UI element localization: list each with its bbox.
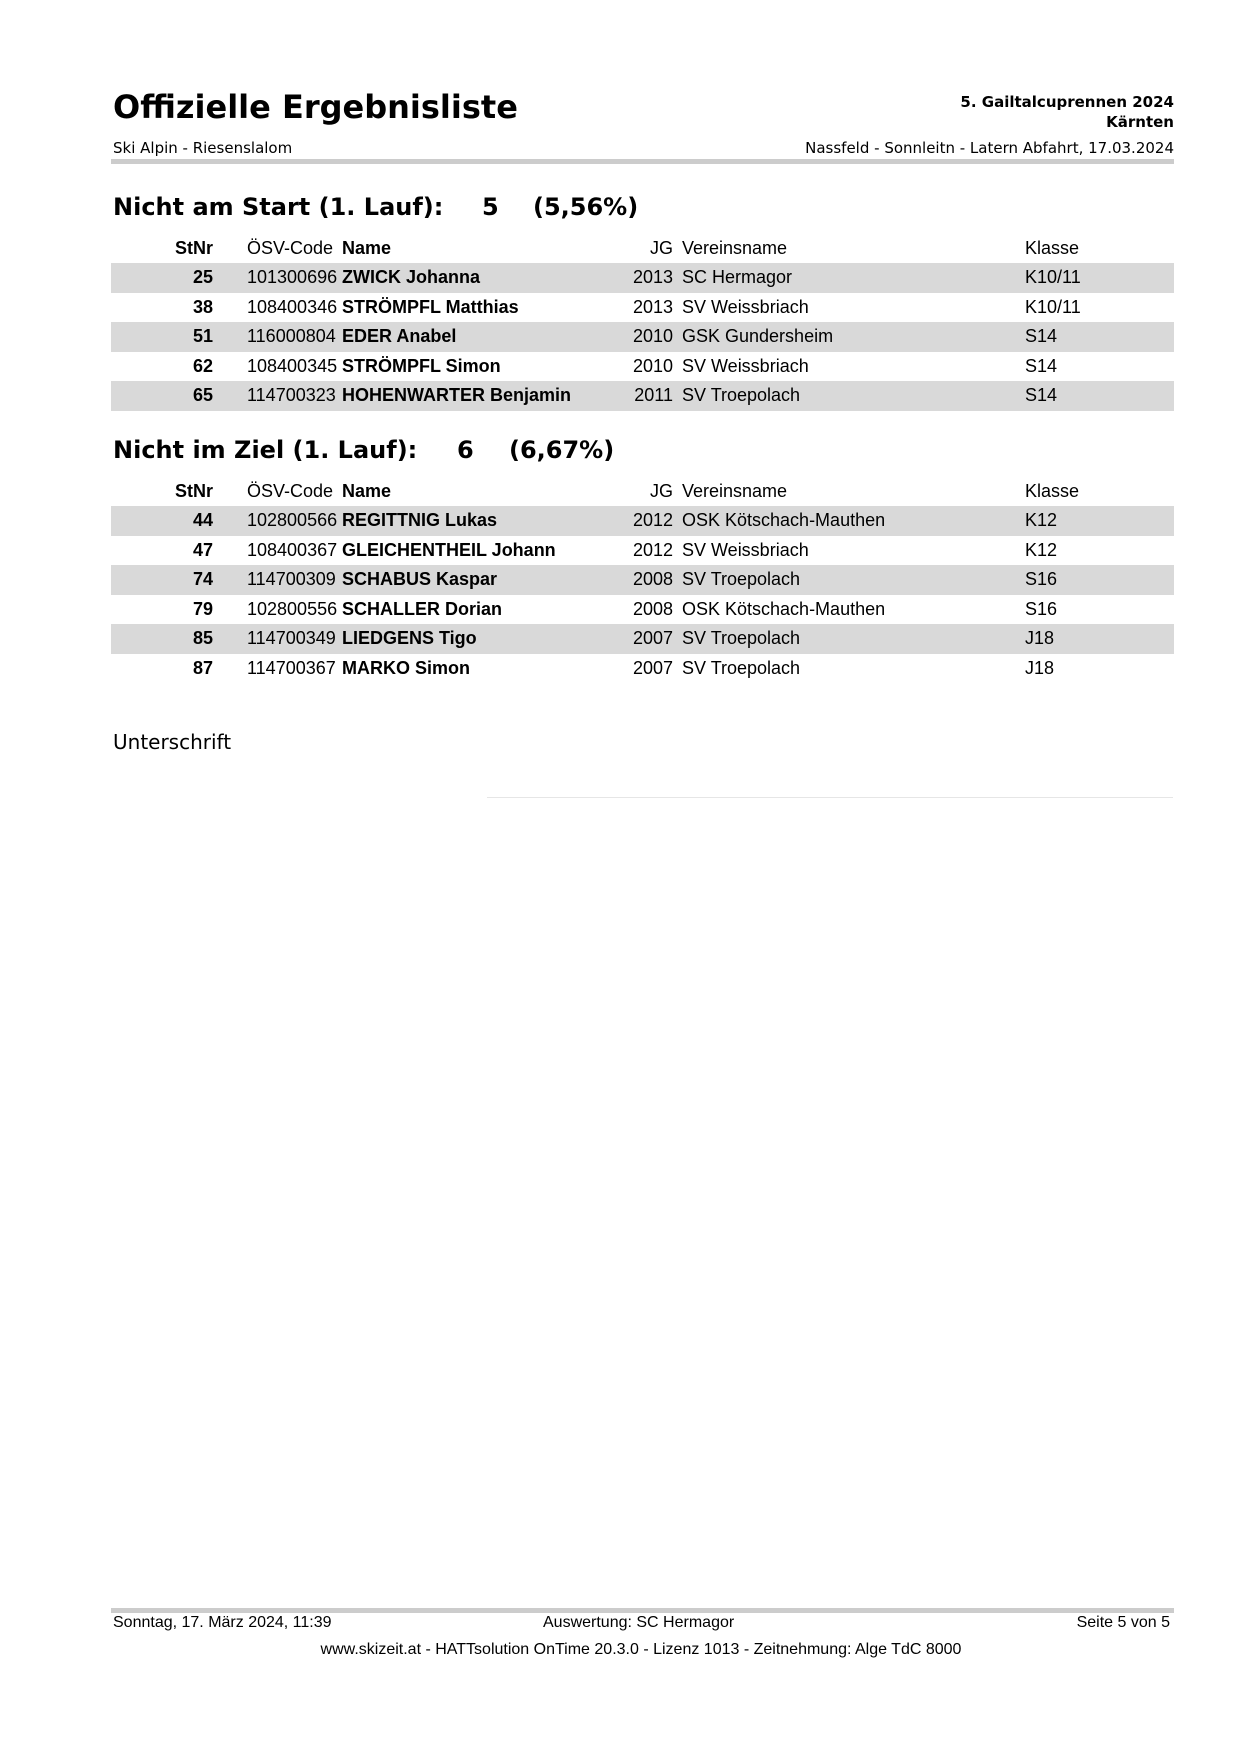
footer-credits: www.skizeit.at - HATTsolution OnTime 20.3.0 - Lizenz 1013 - Zeitnehmung: Alge TdC 8000 [320,1641,962,1658]
cell-klasse: K12 [1025,510,1058,530]
cell-stnr: 79 [192,598,213,619]
cell-code: 114700349 [247,628,336,648]
cell-klasse: S16 [1025,598,1058,619]
cell-verein: GSK Gundersheim [682,326,834,346]
col-header-jg: JG [649,481,673,501]
cell-klasse: K12 [1025,539,1058,560]
signature-line [487,797,1173,798]
discipline-subtitle: Ski Alpin - Riesenslalom [113,139,293,157]
cell-klasse: J18 [1025,628,1055,648]
cell-name: REGITTNIG Lukas [342,510,498,530]
footer-page-number: Seite 5 von 5 [1076,1614,1170,1631]
cell-code: 108400346 [247,296,338,317]
table-row [111,352,1174,382]
cell-stnr: 87 [192,657,213,678]
col-header-klasse: Klasse [1025,238,1080,258]
dnf-table [111,477,1174,683]
footer-datetime: Sonntag, 17. März 2024, 11:39 [113,1614,332,1631]
col-header-jg: JG [649,238,673,258]
cell-code: 114700367 [247,657,336,678]
cell-stnr: 38 [192,296,213,317]
venue-date: Nassfeld - Sonnleitn - Latern Abfahrt, 17.03.2024 [805,139,1174,157]
table-row [111,536,1174,566]
cell-stnr: 62 [192,355,213,376]
cell-jg: 2013 [632,296,673,317]
page-title: Offizielle Ergebnisliste [113,88,518,126]
col-header-code: ÖSV-Code [247,238,334,258]
cell-name: GLEICHENTHEIL Johann [342,539,556,560]
section-dns-title [113,190,813,224]
col-header-name: Name [342,481,392,501]
table-row [111,293,1174,323]
cell-jg: 2010 [632,326,673,346]
cell-jg: 2011 [634,385,673,405]
cell-code: 102800556 [247,598,338,619]
cell-code: 102800566 [247,510,338,530]
cell-verein: OSK Kötschach-Mauthen [682,598,886,619]
section-dnf-title [113,433,813,467]
cell-stnr: 44 [192,510,213,530]
event-region: Kärnten [1106,113,1174,131]
cell-code: 101300696 [247,267,338,287]
col-header-stnr: StNr [174,481,213,501]
cell-jg: 2012 [632,510,673,530]
cell-klasse: S14 [1025,385,1058,405]
table-row [111,565,1174,595]
cell-jg: 2007 [632,628,673,648]
table-row [111,322,1174,352]
table-header-row [111,477,1174,506]
footer-evaluation: Auswertung: SC Hermagor [543,1614,735,1631]
cell-jg: 2008 [632,569,673,589]
cell-code: 114700323 [247,385,336,405]
col-header-stnr: StNr [174,238,213,258]
cell-verein: SV Troepolach [682,657,801,678]
cell-code: 108400367 [247,539,338,560]
cell-name: STRÖMPFL Matthias [342,296,519,317]
footer-divider [111,1608,1174,1613]
table-row [111,263,1174,293]
cell-stnr: 85 [192,628,213,648]
cell-name: SCHALLER Dorian [342,598,503,619]
cell-code: 116000804 [247,326,336,346]
cell-verein: SV Weissbriach [682,355,809,376]
dns-table [111,234,1174,411]
cell-stnr: 25 [192,267,213,287]
table-row [111,624,1174,654]
table-row [111,506,1174,536]
cell-verein: SV Weissbriach [682,296,809,317]
cell-name: EDER Anabel [342,326,457,346]
cell-name: LIEDGENS Tigo [342,628,477,648]
signature-label: Unterschrift [113,730,232,754]
cell-klasse: S14 [1025,326,1058,346]
cell-verein: SV Troepolach [682,385,801,405]
cell-klasse: K10/11 [1025,296,1081,317]
section-dnf-label: Nicht im Ziel (1. Lauf): [113,436,418,464]
cell-stnr: 65 [192,385,213,405]
cell-name: SCHABUS Kaspar [342,569,498,589]
cell-jg: 2007 [632,657,673,678]
col-header-klasse: Klasse [1025,481,1080,501]
cell-klasse: S16 [1025,569,1058,589]
header-divider [111,159,1174,164]
cell-stnr: 51 [192,326,213,346]
cell-jg: 2010 [632,355,673,376]
event-name: 5. Gailtalcuprennen 2024 [960,93,1174,111]
section-dnf-count: 6 [457,436,474,464]
cell-verein: SV Troepolach [682,569,801,589]
section-dns-percent: (5,56%) [533,193,639,221]
cell-klasse: K10/11 [1025,267,1081,287]
col-header-verein: Vereinsname [682,238,788,258]
section-dnf-percent: (6,67%) [509,436,615,464]
event-info [960,92,1174,132]
cell-code: 108400345 [247,355,338,376]
cell-jg: 2013 [632,267,673,287]
cell-verein: SC Hermagor [682,267,793,287]
section-dns-count: 5 [482,193,499,221]
col-header-verein: Vereinsname [682,481,788,501]
table-header-row [111,234,1174,263]
cell-klasse: S14 [1025,355,1058,376]
cell-name: STRÖMPFL Simon [342,355,501,376]
cell-stnr: 47 [192,539,213,560]
cell-jg: 2008 [632,598,673,619]
cell-name: HOHENWARTER Benjamin [342,385,572,405]
cell-name: MARKO Simon [342,657,470,678]
cell-stnr: 74 [192,569,213,589]
table-row [111,381,1174,411]
cell-verein: SV Troepolach [682,628,801,648]
cell-verein: SV Weissbriach [682,539,809,560]
col-header-code: ÖSV-Code [247,481,334,501]
cell-klasse: J18 [1025,657,1055,678]
cell-name: ZWICK Johanna [342,267,480,287]
table-row [111,595,1174,625]
section-dns-label: Nicht am Start (1. Lauf): [113,193,444,221]
cell-verein: OSK Kötschach-Mauthen [682,510,886,530]
table-row [111,654,1174,684]
col-header-name: Name [342,238,392,258]
cell-code: 114700309 [247,569,336,589]
cell-jg: 2012 [632,539,673,560]
